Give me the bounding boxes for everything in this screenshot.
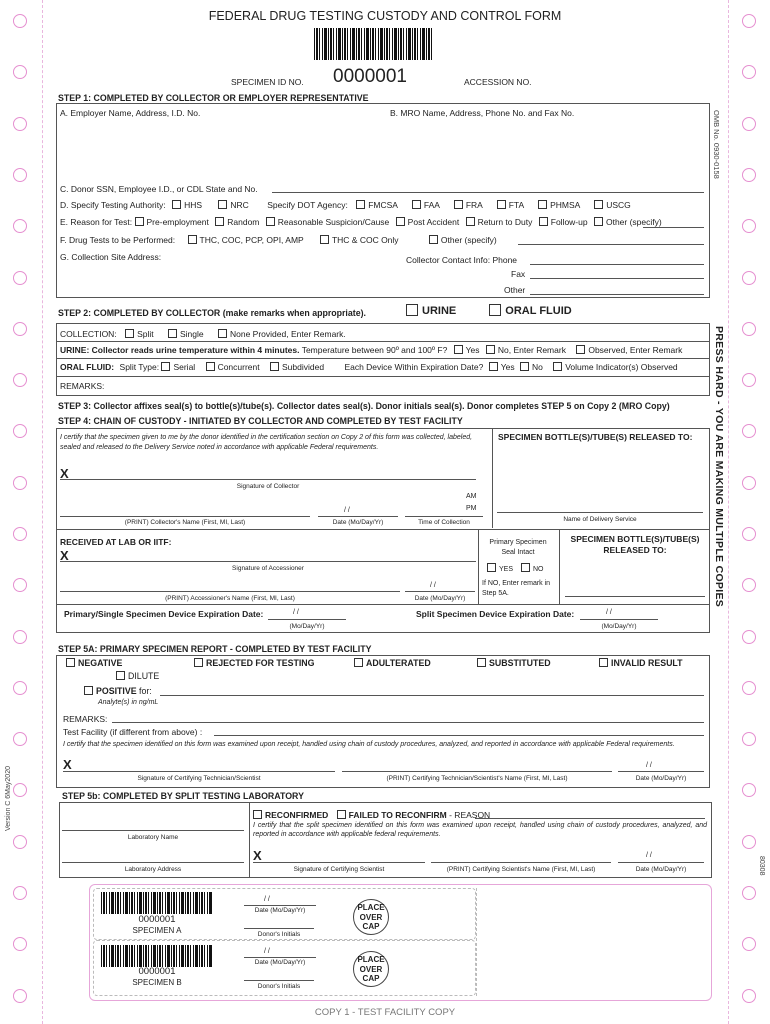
other-contact-label: Other	[504, 285, 526, 295]
lab-released-to-field[interactable]	[565, 596, 705, 597]
feed-hole	[13, 476, 27, 490]
split-expiration-field[interactable]	[580, 619, 658, 620]
seal-yes-checkbox[interactable]	[487, 563, 496, 572]
scientist-date-slashes: / /	[646, 852, 652, 859]
feed-hole	[13, 989, 27, 1003]
collection-time-field[interactable]	[405, 516, 483, 517]
pre-employment-label: Pre-employment	[146, 217, 209, 227]
specimen-b-initials-field[interactable]	[244, 980, 314, 981]
feed-hole	[742, 476, 756, 490]
volume-label: Volume Indicator(s) Observed	[565, 362, 678, 372]
specimen-a-id: 0000001	[138, 914, 176, 925]
technician-x: X	[63, 757, 72, 772]
feed-hole	[13, 424, 27, 438]
specimen-b-place-over-cap: PLACE OVER CAP	[353, 951, 389, 987]
reason-row	[60, 217, 662, 227]
accessioner-signature-field[interactable]	[60, 561, 476, 562]
observed-checkbox[interactable]	[576, 345, 585, 354]
adulterated-checkbox[interactable]	[354, 658, 363, 667]
seal-no-label: NO	[532, 566, 544, 573]
adulterated-label: ADULTERATED	[366, 658, 431, 668]
technician-date-slashes: / /	[646, 762, 652, 769]
step5a-remarks-field[interactable]	[112, 722, 704, 723]
urine-checkbox[interactable]	[406, 304, 418, 316]
drug-tests-row	[60, 235, 497, 245]
left-perforation	[42, 0, 43, 1024]
substituted-label: SUBSTITUTED	[489, 658, 551, 668]
oral-fluid-row	[60, 362, 678, 372]
scientist-date-label: Date (Mo/Day/Yr)	[635, 866, 687, 873]
technician-date-field[interactable]	[618, 771, 704, 772]
specimen-b-id: 0000001	[138, 966, 176, 977]
collector-signature-field[interactable]	[60, 479, 476, 480]
scientist-name-field[interactable]	[431, 862, 611, 863]
feed-hole	[742, 117, 756, 131]
thc-coc-label: THC & COC Only	[331, 235, 399, 245]
lab-address-field[interactable]	[62, 862, 244, 863]
feed-hole	[742, 219, 756, 233]
return-to-duty-checkbox[interactable]	[466, 217, 475, 226]
split-checkbox[interactable]	[125, 329, 134, 338]
accessioner-name-label: (PRINT) Accessioner's Name (First, MI, Last)	[165, 595, 295, 602]
employer-label: A. Employer Name, Address, I.D. No.	[60, 108, 201, 118]
feed-hole	[13, 886, 27, 900]
volume-checkbox[interactable]	[553, 362, 562, 371]
exp-yes-label: Yes	[500, 362, 515, 372]
primary-exp-slashes: / /	[293, 609, 299, 616]
split-lab-certification: I certify that the split specimen identified on this form was examined upon receipt, handled using chain of custody procedures, analyzed, and reported in accordance with applicable federal requirements.	[253, 822, 707, 838]
substituted-checkbox[interactable]	[477, 658, 486, 667]
right-perforation	[728, 0, 729, 1024]
rejected-checkbox[interactable]	[194, 658, 203, 667]
dilute-checkbox[interactable]	[116, 671, 125, 680]
single-checkbox[interactable]	[168, 329, 177, 338]
other-test-label: Other (specify)	[440, 235, 497, 245]
side-code: 80308	[758, 856, 765, 876]
specimen-id-label: SPECIMEN ID NO.	[231, 77, 304, 87]
reason-field[interactable]	[475, 818, 705, 819]
collection-date-label: Date (Mo/Day/Yr)	[332, 519, 384, 526]
fmcsa-checkbox[interactable]	[356, 200, 365, 209]
feed-hole	[742, 271, 756, 285]
collection-time-label: Time of Collection	[418, 519, 470, 526]
delivery-service-field[interactable]	[497, 512, 703, 513]
lab-name-field[interactable]	[62, 830, 244, 831]
specimen-b-initials-label: Donor's Initials	[257, 983, 301, 990]
mro-label: B. MRO Name, Address, Phone No. and Fax No.	[390, 108, 575, 118]
collection-date-slashes: / /	[344, 507, 350, 514]
pm-label: PM	[466, 505, 477, 512]
split-label: Split	[137, 329, 154, 339]
feed-hole	[13, 271, 27, 285]
collector-signature-label: Signature of Collector	[236, 483, 300, 490]
lab-name-label: Laboratory Name	[127, 834, 179, 841]
donor-id-label: C. Donor SSN, Employee I.D., or CDL State and No.	[60, 184, 258, 194]
received-date-label: Date (Mo/Day/Yr)	[414, 595, 466, 602]
copy-label: COPY 1 - TEST FACILITY COPY	[314, 1007, 456, 1018]
uscg-label: USCG	[606, 200, 631, 210]
positive-option	[84, 686, 152, 696]
technician-signature-field[interactable]	[63, 771, 335, 772]
collector-name-field[interactable]	[60, 516, 310, 517]
feed-hole	[742, 65, 756, 79]
step5b-heading: STEP 5b: COMPLETED BY SPLIT TESTING LABORATORY	[62, 791, 304, 801]
collector-certification: I certify that the specimen given to me by the donor identified in the certification section on Copy 2 of this form was collected, labeled, sealed and released to the Delivery Service noted in accordance with applicable Federal requirements.	[60, 434, 473, 451]
nrc-checkbox[interactable]	[218, 200, 227, 209]
negative-option	[66, 658, 122, 668]
positive-label: POSITIVE	[96, 686, 137, 696]
specimen-b-barcode	[101, 945, 213, 967]
header-barcode	[314, 28, 434, 60]
feed-hole	[13, 681, 27, 695]
negative-label: NEGATIVE	[78, 658, 123, 668]
fmcsa-label: FMCSA	[368, 200, 398, 210]
concurrent-label: Concurrent	[217, 362, 260, 372]
observed-label: Observed, Enter Remark	[588, 345, 683, 355]
reconfirmed-checkbox[interactable]	[253, 810, 262, 819]
reason-label: - REASON	[449, 810, 491, 820]
form-title: FEDERAL DRUG TESTING CUSTODY AND CONTROL FORM	[208, 9, 562, 23]
feed-hole	[13, 322, 27, 336]
return-to-duty-label: Return to Duty	[477, 217, 533, 227]
post-accident-label: Post Accident	[407, 217, 460, 227]
feed-hole	[742, 527, 756, 541]
specimen-a-initials-field[interactable]	[244, 928, 314, 929]
technician-signature-label: Signature of Certifying Technician/Scientist	[137, 775, 261, 782]
invalid-checkbox[interactable]	[599, 658, 608, 667]
dilute-label: DILUTE	[128, 671, 160, 681]
specimen-a-initials-label: Donor's Initials	[257, 931, 301, 938]
serial-checkbox[interactable]	[161, 362, 170, 371]
technician-name-field[interactable]	[342, 771, 612, 772]
received-date-slashes: / /	[430, 582, 436, 589]
feed-hole	[742, 578, 756, 592]
primary-seal-label: Primary Specimen Seal Intact	[489, 539, 547, 556]
press-hard-notice: PRESS HARD - YOU ARE MAKING MULTIPLE COPIES	[713, 326, 725, 608]
lab-released-to-heading: SPECIMEN BOTTLE(S)/TUBE(S) RELEASED TO:	[570, 534, 700, 555]
scientist-x: X	[253, 848, 262, 863]
scientist-signature-label: Signature of Certifying Scientist	[293, 866, 385, 873]
reconfirm-row	[253, 810, 490, 820]
omb-number: OMB No. 0930-0158	[712, 110, 721, 179]
technician-certification: I certify that the specimen identified on this form was examined upon receipt, handled using chain of custody procedures, analyzed, and reported in accordance with applicable Federal requirements.	[63, 741, 675, 748]
step2-remarks: REMARKS:	[60, 381, 105, 391]
urine-temp-question: Temperature between 90º and 100º F?	[301, 345, 448, 355]
dilute-option	[116, 671, 159, 681]
feed-hole	[742, 937, 756, 951]
feed-hole	[742, 630, 756, 644]
step2-heading: STEP 2: COMPLETED BY COLLECTOR (make remarks when appropriate).	[58, 308, 366, 318]
collection-date-field[interactable]	[318, 516, 398, 517]
fta-checkbox[interactable]	[497, 200, 506, 209]
scientist-signature-field[interactable]	[253, 862, 425, 863]
feed-hole	[13, 732, 27, 746]
urine-label: URINE	[422, 305, 457, 317]
other-reason-checkbox[interactable]	[594, 217, 603, 226]
step1-heading: STEP 1: COMPLETED BY COLLECTOR OR EMPLOYER REPRESENTATIVE	[58, 93, 369, 103]
feed-hole	[742, 835, 756, 849]
collection-label: COLLECTION:	[60, 329, 117, 339]
split-exp-format: (Mo/Day/Yr)	[601, 623, 637, 630]
specimen-b-text: SPECIMEN B	[132, 978, 182, 987]
reasonable-suspicion-checkbox[interactable]	[266, 217, 275, 226]
seal-intact-options	[487, 563, 543, 573]
fta-label: FTA	[508, 200, 524, 210]
feed-hole	[13, 835, 27, 849]
fax-label: Fax	[511, 269, 526, 279]
analyte-label: Analyte(s) in ng/mL	[98, 699, 159, 706]
seal-no-checkbox[interactable]	[521, 563, 530, 572]
testing-authority-label: D. Specify Testing Authority:	[60, 200, 166, 210]
positive-for: for:	[139, 686, 152, 696]
expiration-question: Each Device Within Expiration Date?	[344, 362, 484, 372]
primary-exp-format: (Mo/Day/Yr)	[289, 623, 325, 630]
feed-hole	[742, 732, 756, 746]
oral-fluid-checkbox[interactable]	[489, 304, 501, 316]
pre-employment-checkbox[interactable]	[135, 217, 144, 226]
subdivided-checkbox[interactable]	[270, 362, 279, 371]
other-test-checkbox[interactable]	[429, 235, 438, 244]
follow-up-label: Follow-up	[550, 217, 588, 227]
specimen-a-date-label: Date (Mo/Day/Yr)	[254, 907, 306, 914]
split-exp-slashes: / /	[606, 609, 612, 616]
failed-label: FAILED TO RECONFIRM	[348, 810, 447, 820]
none-provided-label: None Provided, Enter Remark.	[230, 329, 346, 339]
analyte-field[interactable]	[160, 695, 704, 696]
failed-checkbox[interactable]	[337, 810, 346, 819]
feed-hole	[13, 14, 27, 28]
random-checkbox[interactable]	[215, 217, 224, 226]
hhs-label: HHS	[184, 200, 203, 210]
subdivided-label: Subdivided	[282, 362, 325, 372]
received-heading: RECEIVED AT LAB OR IITF:	[60, 537, 172, 547]
urine-temp-row	[60, 345, 682, 355]
collection-row	[60, 329, 346, 339]
exp-no-label: No	[531, 362, 543, 372]
specimen-id: 0000001	[333, 66, 407, 87]
fra-checkbox[interactable]	[454, 200, 463, 209]
test-facility-field[interactable]	[214, 735, 704, 736]
feed-hole	[13, 630, 27, 644]
specimen-a-date-field[interactable]	[244, 905, 316, 906]
temp-no-label: No, Enter Remark	[497, 345, 566, 355]
scientist-date-field[interactable]	[618, 862, 704, 863]
drug-tests-label: F. Drug Tests to be Performed:	[60, 235, 176, 245]
released-to-heading: SPECIMEN BOTTLE(S)/TUBE(S) RELEASED TO:	[498, 432, 693, 442]
feed-hole	[742, 14, 756, 28]
specimen-a-place-over-cap: PLACE OVER CAP	[353, 899, 389, 935]
accessioner-x: X	[60, 548, 69, 563]
feed-hole	[742, 373, 756, 387]
exp-no-checkbox[interactable]	[520, 362, 529, 371]
specimen-a-date-slashes: / /	[264, 896, 270, 903]
random-label: Random	[227, 217, 260, 227]
five-panel-checkbox[interactable]	[188, 235, 197, 244]
substituted-option	[477, 658, 551, 668]
specimen-a-text: SPECIMEN A	[132, 926, 182, 935]
feed-hole	[742, 886, 756, 900]
feed-hole	[13, 168, 27, 182]
thc-coc-checkbox[interactable]	[320, 235, 329, 244]
hhs-checkbox[interactable]	[172, 200, 181, 209]
specimen-type	[406, 304, 572, 317]
phmsa-checkbox[interactable]	[538, 200, 547, 209]
concurrent-checkbox[interactable]	[206, 362, 215, 371]
feed-hole	[742, 168, 756, 182]
follow-up-checkbox[interactable]	[539, 217, 548, 226]
feed-hole	[13, 578, 27, 592]
dot-agency-label: Specify DOT Agency:	[267, 200, 348, 210]
none-provided-checkbox[interactable]	[218, 329, 227, 338]
specimen-a-barcode	[101, 892, 213, 914]
primary-expiration-field[interactable]	[268, 619, 346, 620]
invalid-label: INVALID RESULT	[611, 658, 683, 668]
collection-site-label: G. Collection Site Address:	[60, 252, 162, 262]
technician-date-label: Date (Mo/Day/Yr)	[635, 775, 687, 782]
faa-label: FAA	[423, 200, 440, 210]
accession-label: ACCESSION NO.	[464, 77, 532, 87]
if-no-note: If NO, Enter remark in Step 5A.	[482, 580, 551, 597]
other-reason-label: Other (specify)	[605, 217, 662, 227]
temp-yes-checkbox[interactable]	[454, 345, 463, 354]
serial-label: Serial	[173, 362, 196, 372]
test-facility-label: Test Facility (if different from above) :	[63, 727, 203, 737]
scientist-name-label: (PRINT) Certifying Scientist's Name (First, MI, Last)	[446, 866, 596, 873]
feed-hole	[742, 424, 756, 438]
feed-hole	[742, 783, 756, 797]
specimen-b-date-label: Date (Mo/Day/Yr)	[254, 959, 306, 966]
reason-label: E. Reason for Test:	[60, 217, 133, 227]
temp-no-checkbox[interactable]	[486, 345, 495, 354]
single-label: Single	[179, 329, 204, 339]
feed-hole	[742, 322, 756, 336]
five-panel-label: THC, COC, PCP, OPI, AMP	[199, 235, 304, 245]
feed-hole	[13, 117, 27, 131]
split-type-label: Split Type:	[119, 362, 160, 372]
faa-checkbox[interactable]	[412, 200, 421, 209]
reasonable-suspicion-label: Reasonable Suspicion/Cause	[277, 217, 390, 227]
accessioner-name-field[interactable]	[60, 591, 400, 592]
fax-field[interactable]	[530, 278, 704, 279]
urine-temp-heading: URINE: Collector reads urine temperature within 4 minutes.	[60, 345, 300, 355]
oral-fluid-label: ORAL FLUID	[505, 305, 572, 317]
nrc-label: NRC	[230, 200, 249, 210]
rejected-label: REJECTED FOR TESTING	[206, 658, 315, 668]
split-expiration-label: Split Specimen Device Expiration Date:	[416, 609, 575, 619]
temp-yes-label: Yes	[465, 345, 480, 355]
lab-address-label: Laboratory Address	[124, 866, 182, 873]
phone-label: Collector Contact Info: Phone	[406, 255, 518, 265]
step5a-heading: STEP 5A: PRIMARY SPECIMEN REPORT - COMPLETED BY TEST FACILITY	[58, 644, 372, 654]
step5a-remarks-label: REMARKS:	[63, 714, 108, 724]
step3-heading: STEP 3: Collector affixes seal(s) to bottle(s)/tube(s). Collector dates seal(s). Donor initials seal(s). Donor completes STEP 5 on Copy 2 (MRO Copy)	[58, 401, 670, 411]
primary-expiration-label: Primary/Single Specimen Device Expiration Date:	[64, 609, 264, 619]
technician-name-label: (PRINT) Certifying Technician/Scientist's Name (First, MI, Last)	[386, 775, 568, 782]
feed-hole	[13, 219, 27, 233]
feed-hole	[13, 65, 27, 79]
feed-hole	[742, 989, 756, 1003]
feed-hole	[13, 783, 27, 797]
step4-heading: STEP 4: CHAIN OF CUSTODY - INITIATED BY COLLECTOR AND COMPLETED BY TEST FACILITY	[58, 416, 463, 426]
feed-hole	[13, 527, 27, 541]
received-date-field[interactable]	[405, 591, 475, 592]
step4-box	[56, 428, 710, 633]
uscg-checkbox[interactable]	[594, 200, 603, 209]
feed-hole	[13, 937, 27, 951]
collector-x: X	[60, 466, 69, 481]
phmsa-label: PHMSA	[550, 200, 580, 210]
version-label: Version C 6May2020	[5, 766, 12, 831]
exp-yes-checkbox[interactable]	[489, 362, 498, 371]
other-contact-field[interactable]	[530, 294, 704, 295]
feed-hole	[742, 681, 756, 695]
collector-name-label: (PRINT) Collector's Name (First, MI, Last)	[124, 519, 246, 526]
seal-yes-label: YES	[499, 566, 514, 573]
invalid-option	[599, 658, 683, 668]
specimen-b-date-slashes: / /	[264, 948, 270, 955]
post-accident-checkbox[interactable]	[396, 217, 405, 226]
accessioner-signature-label: Signature of Accessioner	[232, 565, 304, 572]
positive-checkbox[interactable]	[84, 686, 93, 695]
phone-field[interactable]	[530, 264, 704, 265]
reconfirmed-label: RECONFIRMED	[265, 810, 329, 820]
oral-fluid-heading: ORAL FLUID:	[60, 362, 115, 372]
specimen-b-date-field[interactable]	[244, 957, 316, 958]
negative-checkbox[interactable]	[66, 658, 75, 667]
feed-hole	[13, 373, 27, 387]
adulterated-option	[354, 658, 431, 668]
delivery-service-label: Name of Delivery Service	[563, 516, 637, 523]
fra-label: FRA	[465, 200, 483, 210]
testing-authority-row	[60, 200, 631, 210]
rejected-option	[194, 658, 315, 668]
am-label: AM	[466, 493, 477, 500]
